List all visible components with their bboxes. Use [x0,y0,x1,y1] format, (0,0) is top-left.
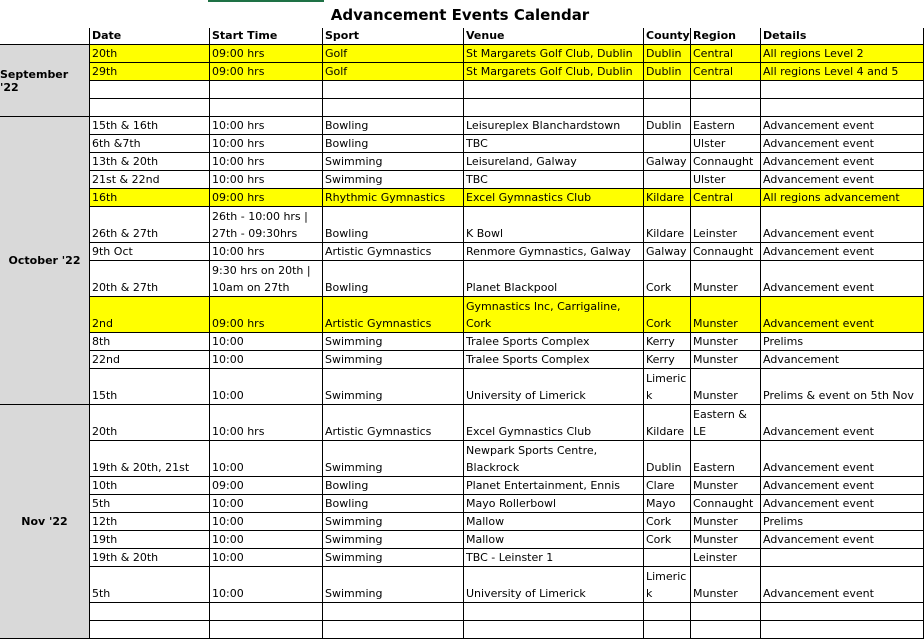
cell-date[interactable]: 9th Oct [90,243,210,261]
cell-county[interactable]: Dublin [644,117,691,135]
cell-county[interactable]: Mayo [644,495,691,513]
cell-start-time[interactable]: 09:00 hrs [210,63,323,81]
cell-venue[interactable]: Excel Gymnastics Club [464,189,644,207]
cell-date[interactable]: 19th & 20th [90,549,210,567]
cell-region[interactable]: Munster [691,261,761,297]
cell-county[interactable]: Galway [644,153,691,171]
cell-start-time[interactable]: 10:00 hrs [210,117,323,135]
cell-sport[interactable] [323,621,464,639]
cell-start-time[interactable]: 10:00 [210,369,323,405]
cell-date[interactable]: 26th & 27th [90,207,210,243]
cell-venue[interactable]: Mallow [464,513,644,531]
cell-start-time[interactable]: 09:00 [210,477,323,495]
cell-region[interactable]: Central [691,45,761,63]
cell-start-time[interactable]: 10:00 hrs [210,153,323,171]
cell-start-time[interactable]: 10:00 [210,333,323,351]
cell-details[interactable]: All regions Level 4 and 5 [761,63,924,81]
cell-date[interactable]: 29th [90,63,210,81]
cell-sport[interactable]: Bowling [323,207,464,243]
header-county[interactable]: County [644,28,691,45]
cell-venue[interactable]: TBC [464,135,644,153]
cell-details[interactable]: Advancement event [761,261,924,297]
cell-start-time[interactable]: 10:00 hrs [210,135,323,153]
cell-region[interactable]: Connaught [691,243,761,261]
cell-venue[interactable]: Planet Blackpool [464,261,644,297]
cell-details[interactable]: All regions Level 2 [761,45,924,63]
cell-date[interactable]: 20th [90,405,210,441]
cell-sport[interactable]: Swimming [323,513,464,531]
cell-date[interactable]: 10th [90,477,210,495]
cell-region[interactable]: Connaught [691,495,761,513]
cell-details[interactable] [761,603,924,621]
cell-start-time[interactable]: 10:00 hrs [210,243,323,261]
cell-details[interactable]: Advancement event [761,207,924,243]
cell-date[interactable]: 19th [90,531,210,549]
cell-sport[interactable]: Swimming [323,351,464,369]
cell-sport[interactable]: Bowling [323,261,464,297]
cell-venue[interactable]: TBC [464,171,644,189]
cell-region[interactable]: Ulster [691,171,761,189]
cell-sport[interactable]: Bowling [323,117,464,135]
cell-venue[interactable]: Leisureplex Blanchardstown [464,117,644,135]
cell-venue[interactable]: Planet Entertainment, Ennis [464,477,644,495]
cell-venue[interactable]: Newpark Sports Centre, Blackrock [464,441,644,477]
cell-venue[interactable]: Mayo Rollerbowl [464,495,644,513]
cell-sport[interactable] [323,99,464,117]
cell-start-time[interactable]: 9:30 hrs on 20th | 10am on 27th [210,261,323,297]
cell-county[interactable] [644,135,691,153]
cell-start-time[interactable]: 10:00 [210,495,323,513]
cell-sport[interactable] [323,81,464,99]
cell-venue[interactable]: Gymnastics Inc, Carrigaline, Cork [464,297,644,333]
cell-sport[interactable]: Golf [323,63,464,81]
cell-date[interactable]: 15th [90,369,210,405]
cell-start-time[interactable]: 09:00 hrs [210,45,323,63]
cell-details[interactable]: Advancement event [761,297,924,333]
cell-date[interactable]: 8th [90,333,210,351]
cell-sport[interactable]: Swimming [323,369,464,405]
cell-county[interactable]: Cork [644,261,691,297]
cell-start-time[interactable] [210,603,323,621]
cell-venue[interactable]: Excel Gymnastics Club [464,405,644,441]
cell-date[interactable]: 20th [90,45,210,63]
cell-region[interactable]: Munster [691,369,761,405]
sheet-title[interactable]: Advancement Events Calendar [330,6,590,24]
cell-details[interactable]: Advancement event [761,117,924,135]
cell-date[interactable]: 2nd [90,297,210,333]
cell-details[interactable] [761,621,924,639]
cell-details[interactable]: Advancement event [761,243,924,261]
cell-details[interactable] [761,549,924,567]
cell-date[interactable]: 13th & 20th [90,153,210,171]
cell-date[interactable]: 20th & 27th [90,261,210,297]
cell-sport[interactable]: Swimming [323,171,464,189]
cell-start-time[interactable] [210,621,323,639]
cell-region[interactable]: Eastern [691,117,761,135]
cell-start-time[interactable]: 10:00 [210,351,323,369]
cell-start-time[interactable] [210,81,323,99]
cell-date[interactable]: 5th [90,567,210,603]
cell-date[interactable]: 22nd [90,351,210,369]
cell-date[interactable]: 6th &7th [90,135,210,153]
cell-county[interactable]: Clare [644,477,691,495]
cell-details[interactable]: Prelims [761,333,924,351]
cell-county[interactable]: Limeric k [644,567,691,603]
month-label[interactable]: Nov '22 [0,405,90,639]
cell-date[interactable] [90,99,210,117]
header-region[interactable]: Region [691,28,761,45]
cell-sport[interactable]: Artistic Gymnastics [323,405,464,441]
cell-sport[interactable]: Artistic Gymnastics [323,243,464,261]
active-cell-indicator [208,0,324,2]
month-label[interactable]: October '22 [0,117,90,405]
cell-county[interactable]: Galway [644,243,691,261]
cell-venue[interactable]: Leisureland, Galway [464,153,644,171]
cell-details[interactable]: Prelims & event on 5th Nov [761,369,924,405]
cell-county[interactable]: Kerry [644,351,691,369]
cell-sport[interactable]: Swimming [323,531,464,549]
cell-details[interactable]: Advancement event [761,405,924,441]
cell-sport[interactable]: Swimming [323,549,464,567]
cell-date[interactable]: 5th [90,495,210,513]
cell-sport[interactable]: Golf [323,45,464,63]
cell-region[interactable]: Leinster [691,549,761,567]
cell-date[interactable]: 15th & 16th [90,117,210,135]
cell-sport[interactable]: Bowling [323,495,464,513]
cell-start-time[interactable]: 10:00 [210,567,323,603]
cell-details[interactable] [761,81,924,99]
cell-date[interactable] [90,603,210,621]
cell-details[interactable] [761,99,924,117]
cell-venue[interactable]: Tralee Sports Complex [464,333,644,351]
cell-venue[interactable]: Mallow [464,531,644,549]
cell-county[interactable]: Dublin [644,441,691,477]
cell-venue[interactable]: St Margarets Golf Club, Dublin [464,63,644,81]
cell-county[interactable]: Limeric k [644,369,691,405]
cell-start-time[interactable]: 09:00 hrs [210,297,323,333]
cell-details[interactable]: Advancement event [761,495,924,513]
cell-region[interactable]: Eastern [691,441,761,477]
cell-details[interactable]: Advancement event [761,153,924,171]
header-date[interactable]: Date [90,28,210,45]
cell-details[interactable]: Prelims [761,513,924,531]
cell-start-time[interactable]: 10:00 hrs [210,405,323,441]
cell-venue[interactable] [464,99,644,117]
cell-county[interactable]: Kildare [644,189,691,207]
cell-county[interactable] [644,621,691,639]
cell-date[interactable]: 21st & 22nd [90,171,210,189]
cell-venue[interactable] [464,621,644,639]
cell-date[interactable]: 16th [90,189,210,207]
cell-region[interactable]: Munster [691,567,761,603]
cell-region[interactable]: Eastern & LE [691,405,761,441]
cell-venue[interactable]: TBC - Leinster 1 [464,549,644,567]
cell-start-time[interactable]: 10:00 [210,513,323,531]
cell-start-time[interactable]: 26th - 10:00 hrs | 27th - 09:30hrs [210,207,323,243]
cell-venue[interactable] [464,81,644,99]
cell-start-time[interactable] [210,99,323,117]
cell-county[interactable] [644,171,691,189]
cell-sport[interactable]: Bowling [323,477,464,495]
cell-region[interactable]: Munster [691,297,761,333]
cell-start-time[interactable]: 10:00 hrs [210,171,323,189]
cell-county[interactable] [644,81,691,99]
header-sport[interactable]: Sport [323,28,464,45]
cell-sport[interactable]: Rhythmic Gymnastics [323,189,464,207]
cell-region[interactable]: Munster [691,351,761,369]
corner-cell[interactable] [0,28,90,45]
cell-region[interactable] [691,99,761,117]
cell-region[interactable]: Ulster [691,135,761,153]
cell-date[interactable]: 19th & 20th, 21st [90,441,210,477]
cell-sport[interactable]: Artistic Gymnastics [323,297,464,333]
cell-region[interactable] [691,81,761,99]
cell-region[interactable]: Munster [691,333,761,351]
header-start-time[interactable]: Start Time [210,28,323,45]
cell-county[interactable]: Dublin [644,45,691,63]
cell-county[interactable] [644,99,691,117]
cell-region[interactable]: Central [691,189,761,207]
month-label[interactable]: September '22 [0,45,90,117]
cell-county[interactable]: Cork [644,531,691,549]
cell-region[interactable]: Munster [691,531,761,549]
cell-details[interactable]: Advancement event [761,567,924,603]
cell-sport[interactable]: Bowling [323,135,464,153]
cell-region[interactable]: Leinster [691,207,761,243]
cell-details[interactable]: Advancement event [761,441,924,477]
cell-details[interactable]: Advancement event [761,531,924,549]
header-details[interactable]: Details [761,28,924,45]
cell-sport[interactable] [323,603,464,621]
cell-region[interactable] [691,603,761,621]
cell-start-time[interactable]: 10:00 [210,549,323,567]
cell-venue[interactable]: K Bowl [464,207,644,243]
cell-start-time[interactable]: 10:00 [210,531,323,549]
cell-venue[interactable]: Renmore Gymnastics, Galway [464,243,644,261]
header-venue[interactable]: Venue [464,28,644,45]
cell-county[interactable]: Kerry [644,333,691,351]
cell-details[interactable]: All regions advancement [761,189,924,207]
cell-region[interactable]: Munster [691,513,761,531]
cell-venue[interactable]: Tralee Sports Complex [464,351,644,369]
cell-region[interactable]: Central [691,63,761,81]
cell-date[interactable] [90,621,210,639]
cell-county[interactable]: Cork [644,297,691,333]
cell-sport[interactable]: Swimming [323,333,464,351]
cell-details[interactable]: Advancement event [761,477,924,495]
cell-details[interactable]: Advancement event [761,135,924,153]
cell-county[interactable]: Kildare [644,405,691,441]
cell-sport[interactable]: Swimming [323,567,464,603]
cell-region[interactable]: Connaught [691,153,761,171]
cell-details[interactable]: Advancement event [761,171,924,189]
cell-details[interactable]: Advancement [761,351,924,369]
cell-sport[interactable]: Swimming [323,153,464,171]
cell-venue[interactable]: University of Limerick [464,567,644,603]
cell-county[interactable]: Kildare [644,207,691,243]
cell-start-time[interactable]: 10:00 [210,441,323,477]
cell-venue[interactable]: St Margarets Golf Club, Dublin [464,45,644,63]
cell-county[interactable]: Cork [644,513,691,531]
cell-county[interactable] [644,603,691,621]
cell-date[interactable]: 12th [90,513,210,531]
cell-region[interactable]: Munster [691,477,761,495]
cell-county[interactable] [644,549,691,567]
cell-county[interactable]: Dublin [644,63,691,81]
cell-start-time[interactable]: 09:00 hrs [210,189,323,207]
cell-date[interactable] [90,81,210,99]
cell-sport[interactable]: Swimming [323,441,464,477]
cell-venue[interactable]: University of Limerick [464,369,644,405]
cell-venue[interactable] [464,603,644,621]
cell-region[interactable] [691,621,761,639]
